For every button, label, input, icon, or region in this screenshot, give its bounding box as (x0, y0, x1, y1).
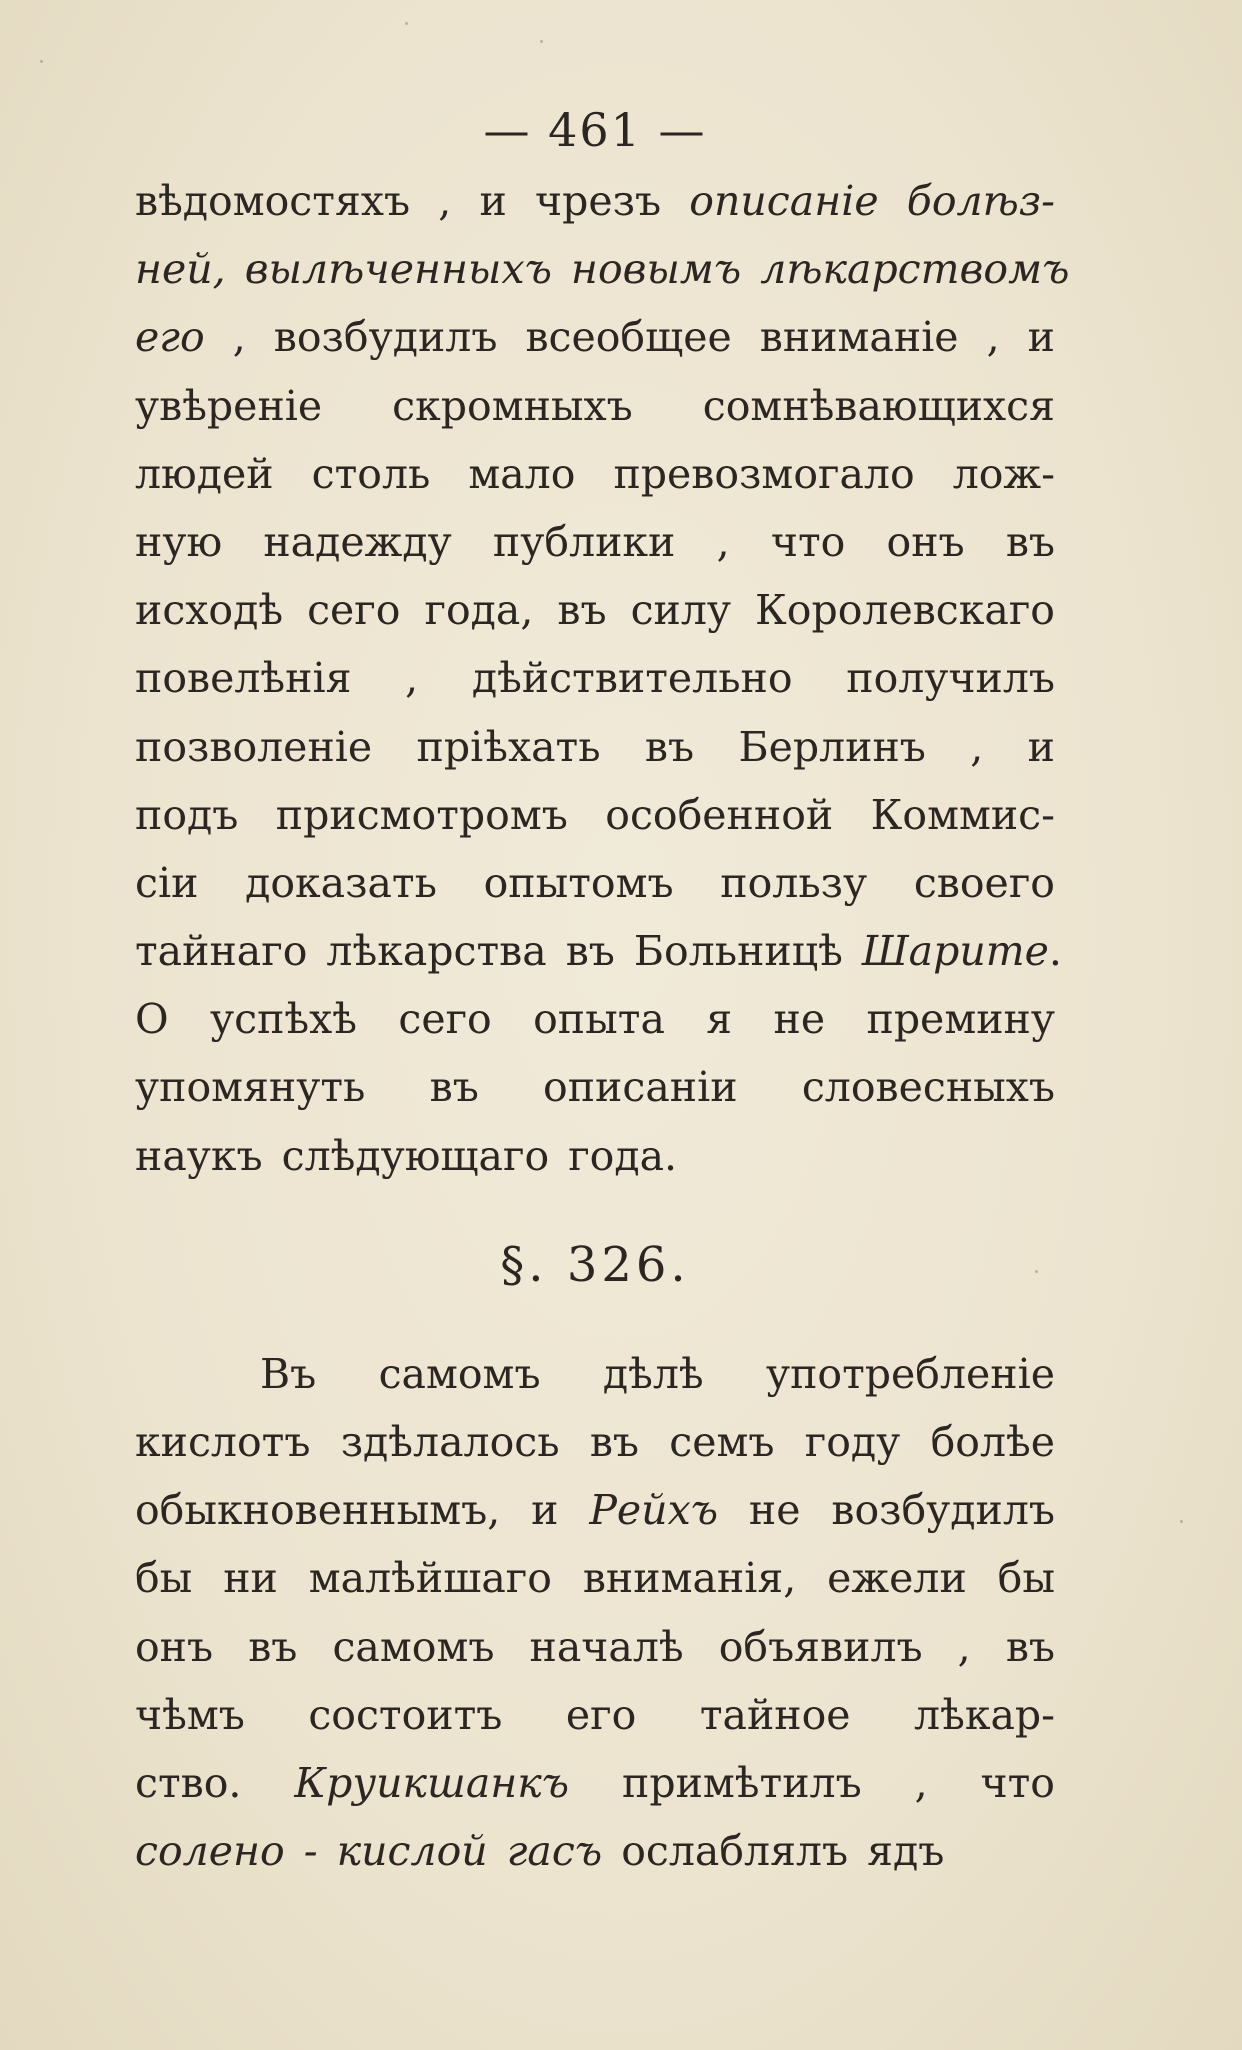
italic-text: Рейхъ (589, 1486, 719, 1535)
section-heading: §. 326. (500, 1236, 690, 1293)
text-line (135, 985, 1055, 1053)
text-line (135, 1681, 1055, 1749)
italic-text: его (135, 313, 205, 362)
text-line (135, 644, 1055, 712)
text-run: тайнаго лѣкарства въ Больницѣ (135, 927, 862, 976)
text-run: ослаблялъ ядъ (602, 1827, 945, 1876)
text-line (135, 167, 1055, 235)
text-run: сіи доказать опытомъ пользу своего (135, 858, 1055, 907)
text-line (135, 303, 1055, 371)
text-line (135, 1613, 1055, 1681)
text-run: ство. (135, 1758, 295, 1807)
text-run: примѣтилъ , что (569, 1758, 1055, 1807)
paper-speck (540, 40, 543, 43)
italic-text: Круикшанкъ (294, 1758, 570, 1807)
paragraph-2 (135, 1340, 1055, 1886)
text-run: ную надежду публики , что онъ въ (135, 517, 1055, 566)
page-number: — 461 — (483, 103, 707, 157)
text-run: вѣдомостяхъ , и чрезъ (135, 177, 690, 225)
text-run: чѣмъ состоитъ его тайное лѣкар- (135, 1690, 1055, 1739)
text-line (135, 1340, 1055, 1408)
text-run: увѣреніе скромныхъ сомнѣвающихся (135, 381, 1055, 430)
text-line (135, 1408, 1055, 1476)
text-run: онъ въ самомъ началѣ объявилъ , въ (135, 1622, 1055, 1671)
text-run: упомянуть въ описаніи словесныхъ (135, 1063, 1055, 1112)
text-run: . (1048, 927, 1062, 976)
text-run: Въ самомъ дѣлѣ употребленіе (260, 1349, 1055, 1398)
text-run: О успѣхѣ сего опыта я не премину (135, 995, 1055, 1044)
text-line (135, 781, 1055, 849)
text-run: подъ присмотромъ особенной Коммис- (135, 790, 1055, 839)
text-run: , возбудилъ всеобщее вниманіе , и (204, 313, 1055, 362)
text-run: наукъ слѣдующаго года. (135, 1131, 678, 1180)
text-line (135, 713, 1055, 781)
text-line (135, 917, 1062, 985)
text-line (135, 1749, 1055, 1817)
text-line (135, 576, 1055, 644)
paper-speck (1180, 1520, 1183, 1523)
paragraph-1 (135, 167, 1070, 1190)
text-line (135, 440, 1055, 508)
text-line (135, 1053, 1055, 1121)
text-run: обыкновеннымъ, и (135, 1486, 590, 1535)
text-line (135, 1817, 1055, 1885)
text-run: исходѣ сего года, въ силу Королевскаго (135, 586, 1055, 635)
italic-text: Шарите (861, 927, 1049, 976)
text-run: не возбудилъ (718, 1486, 1055, 1535)
paper-speck (40, 60, 43, 63)
text-line (135, 235, 1070, 303)
page-text (135, 95, 1070, 1885)
text-line (135, 372, 1055, 440)
text-line (135, 1122, 1055, 1190)
text-run: позволеніе пріѣхать въ Берлинъ , и (135, 722, 1055, 771)
text-run: людей столь мало превозмогало лож- (135, 449, 1055, 498)
text-line (135, 1476, 1055, 1544)
text-line (135, 849, 1055, 917)
text-run: бы ни малѣйшаго вниманія, ежели бы (135, 1554, 1055, 1603)
paper-speck (405, 22, 408, 25)
italic-text: ней, вылѣченныхъ новымъ лѣкарствомъ (135, 245, 1070, 294)
italic-text: солено - кислой гасъ (135, 1827, 603, 1876)
text-run: кислотъ здѣлалось въ семъ году болѣе (135, 1418, 1055, 1466)
text-line (135, 1544, 1055, 1612)
text-line (135, 508, 1055, 576)
italic-text: описаніе болѣз- (689, 177, 1055, 225)
text-run: повелѣнія , дѣйствительно получилъ (135, 654, 1055, 703)
